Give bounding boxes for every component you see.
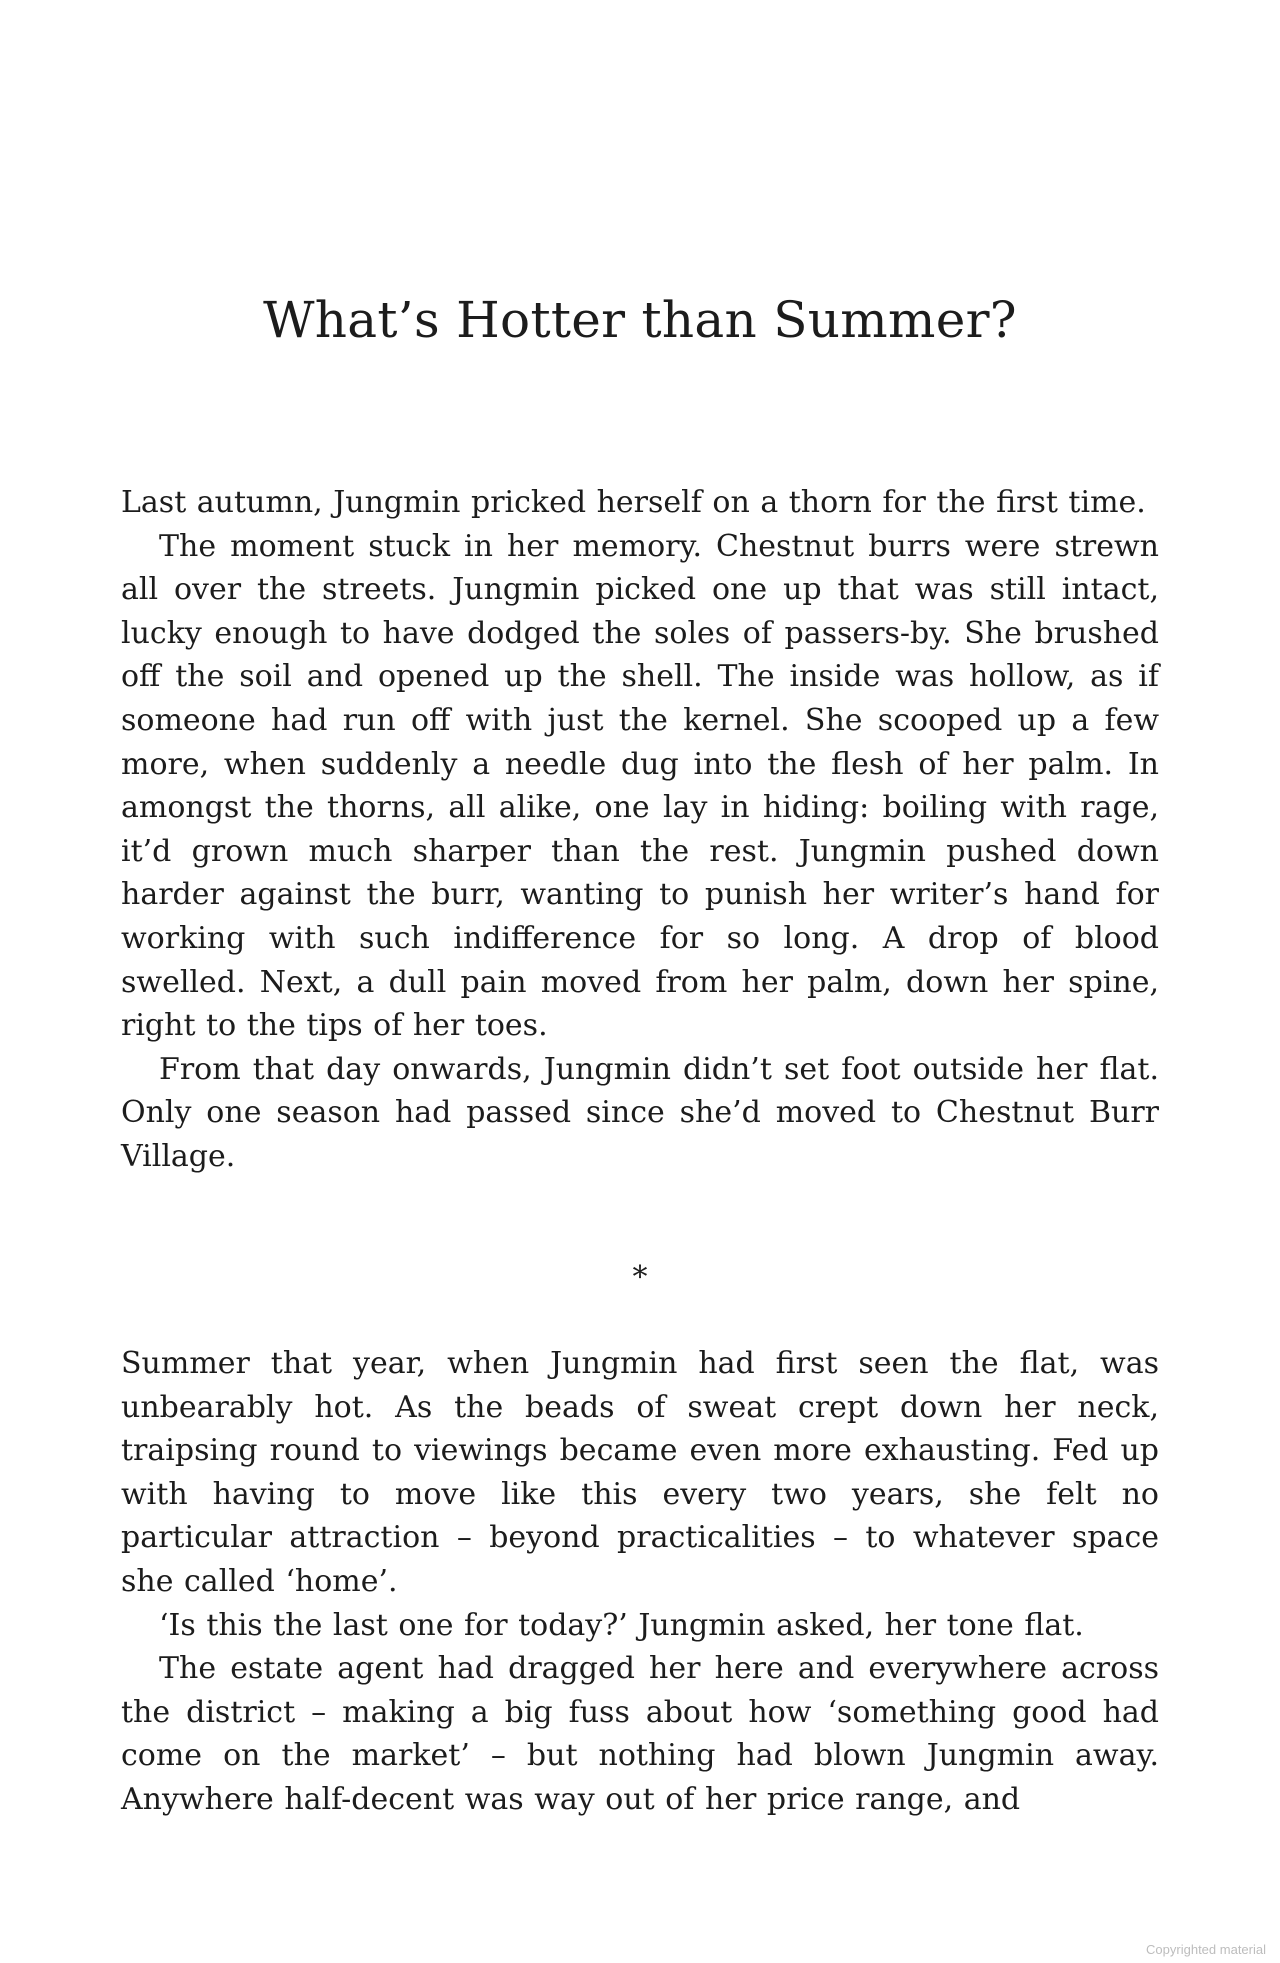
paragraph: From that day onwards, Jungmin didn’t set foot outside her flat. Only one season had passed since she’d moved to Chestnut Burr Village. [121, 1051, 1159, 1174]
paragraph: ‘Is this the last one for today?’ Jungmin asked, her tone flat. [159, 1607, 1084, 1643]
chapter-title: What’s Hotter than Summer? [263, 291, 1017, 349]
paragraph: Last autumn, Jungmin pricked herself on a thorn for the first time. [121, 485, 1146, 520]
paragraph: Summer that year, when Jungmin had first seen the flat, was unbearably hot. As the beads of sweat crept down her neck, traipsing round to viewings became even more exhausting. Fed up with having to move like this every two years, she felt no particular attraction – beyond practicalities – to whatever space she called ‘home’. [121, 1346, 1159, 1599]
paragraph: The estate agent had dragged her here and everywhere across the district – making a big fuss about how ‘something good had come on the market’ – but nothing had blown Jungmin away. Anywhere half-decent was way out of her price range, and [121, 1651, 1159, 1817]
section-one [121, 481, 1159, 1179]
section-two [121, 1342, 1159, 1822]
paragraph: The moment stuck in her memory. Chestnut burrs were strewn all over the streets. Jungmin picked one up that was still intact, lucky enough to have dodged the soles of passers-by. She brushed off the soil and opened up the shell. The inside was hollow, as if someone had run off with just the kernel. She scooped up a few more, when suddenly a needle dug into the flesh of her palm. In amongst the thorns, all alike, one lay in hiding: boiling with rage, it’d grown much sharper than the rest. Jungmin pushed down harder against the burr, wanting to punish her writer’s hand for working with such indifference for so long. A drop of blood swelled. Next, a dull pain moved from her palm, down her spine, right to the tips of her toes. [121, 528, 1159, 1044]
copyright-watermark: Copyrighted material [1146, 1942, 1266, 1957]
section-break-asterisk: * [632, 1260, 648, 1295]
